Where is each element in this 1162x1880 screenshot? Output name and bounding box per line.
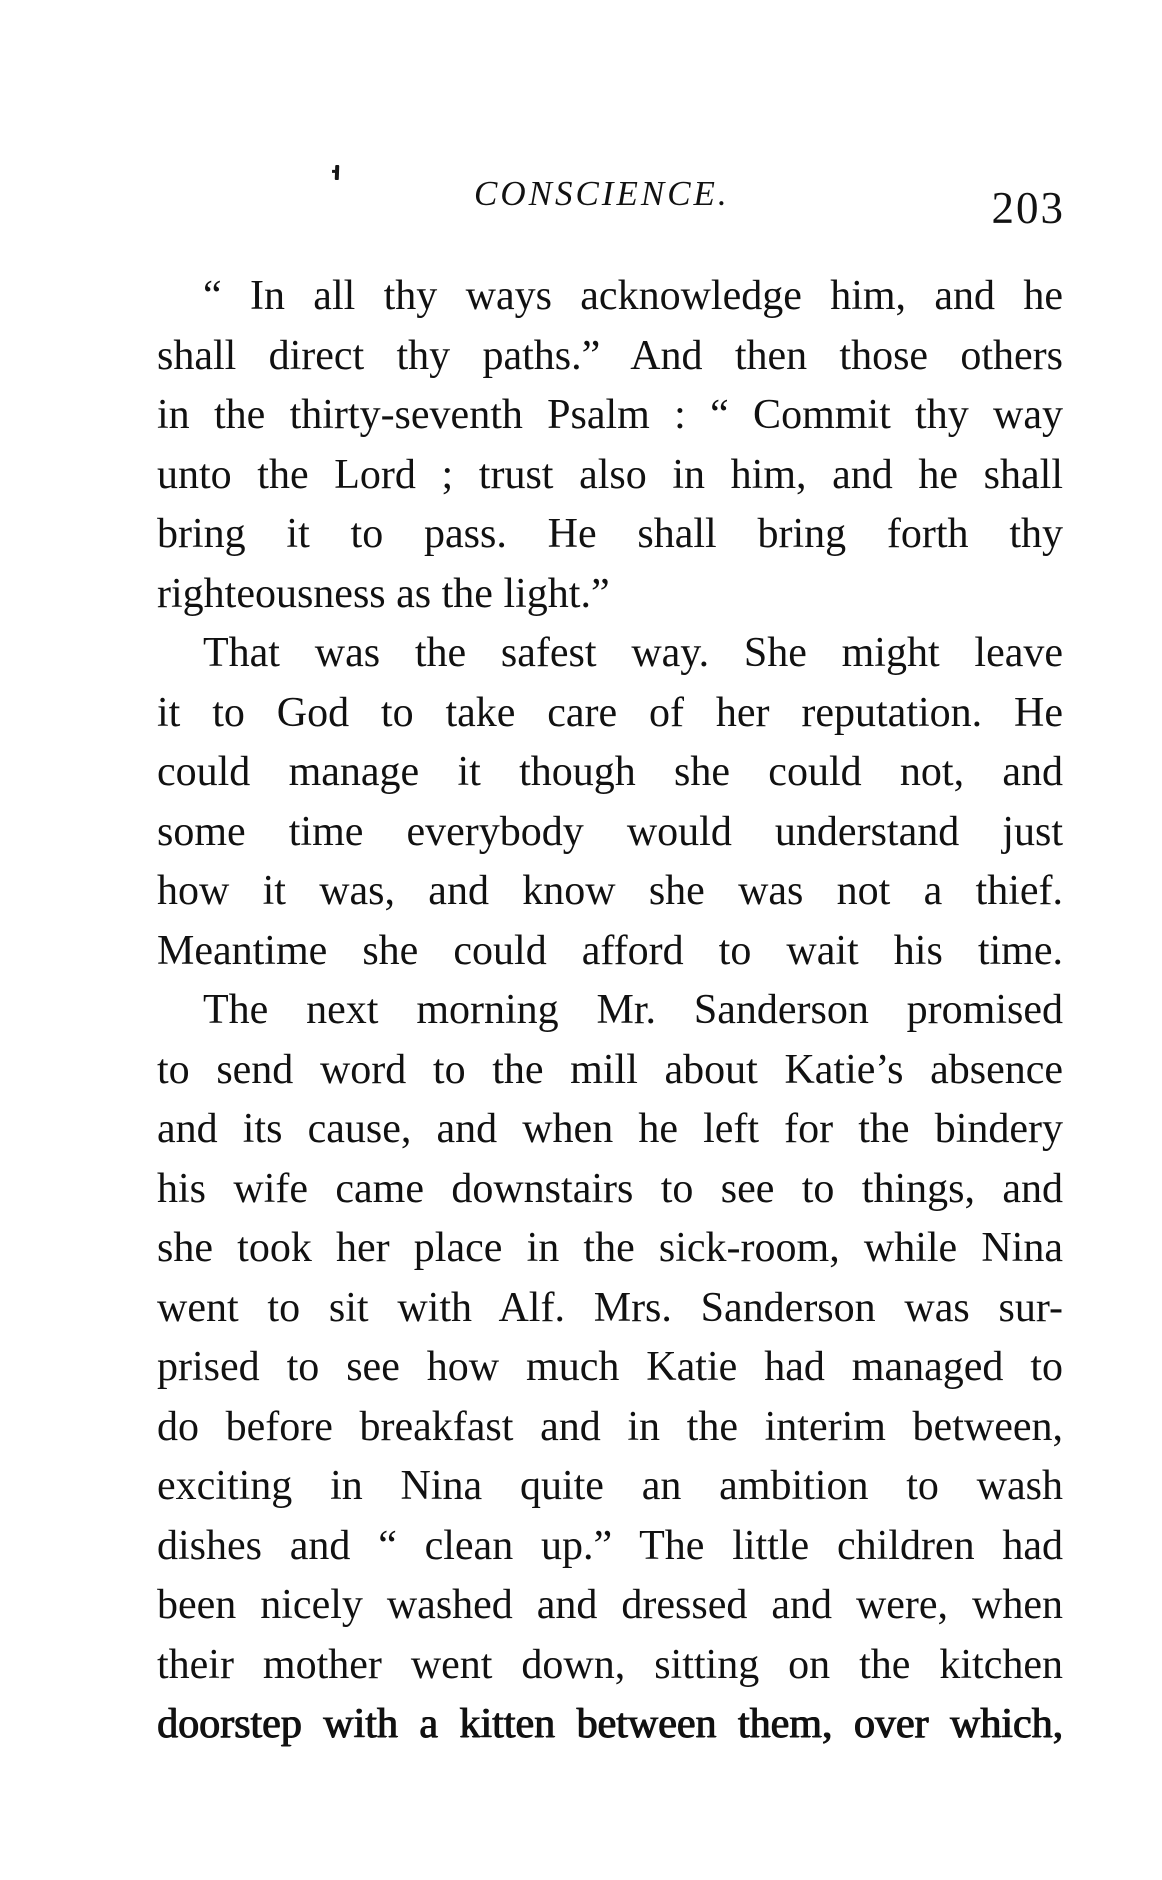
- text-line: do before breakfast and in the interim between,: [157, 1403, 1063, 1450]
- text-line: The next morning Mr. Sanderson promised: [203, 987, 1063, 1033]
- text-line: shall direct thy paths.” And then those others: [157, 332, 1063, 379]
- running-header-title: CONSCIENCE.: [474, 174, 730, 213]
- ink-speck-mark: [335, 165, 340, 180]
- body-text: [157, 267, 1063, 1755]
- text-line: Meantime she could afford to wait his time.: [157, 927, 1063, 974]
- text-line: and its cause, and when he left for the bindery: [157, 1106, 1063, 1152]
- text-line: she took her place in the sick-room, while Nina: [157, 1225, 1063, 1271]
- text-line: unto the Lord ; trust also in him, and he shall: [157, 451, 1063, 498]
- text-line: their mother went down, sitting on the kitchen: [157, 1641, 1063, 1688]
- text-line: been nicely washed and dressed and were, when: [157, 1582, 1063, 1628]
- text-line: righteousness as the light.”: [157, 570, 610, 617]
- text-line: it to God to take care of her reputation. He: [157, 689, 1063, 736]
- text-line: That was the safest way. She might leave: [203, 630, 1063, 676]
- text-line: his wife came downstairs to see to things, and: [157, 1165, 1063, 1212]
- text-line: bring it to pass. He shall bring forth thy: [157, 511, 1063, 557]
- text-line: prised to see how much Katie had managed to: [157, 1344, 1063, 1390]
- text-line: dishes and “ clean up.” The little children had: [157, 1522, 1063, 1569]
- text-line: to send word to the mill about Katie’s absence: [157, 1046, 1063, 1093]
- text-line: how it was, and know she was not a thief.: [157, 868, 1063, 914]
- text-line: went to sit with Alf. Mrs. Sanderson was sur-: [157, 1284, 1063, 1331]
- text-line: exciting in Nina quite an ambition to wash: [157, 1463, 1063, 1509]
- text-line: some time everybody would understand just: [157, 808, 1063, 855]
- page-number: 203: [991, 183, 1065, 233]
- text-line: could manage it though she could not, and: [157, 749, 1063, 795]
- text-line: “ In all thy ways acknowledge him, and he: [203, 273, 1063, 319]
- text-line: doorstep with a kitten between them, over which,: [157, 1701, 1063, 1747]
- text-line: in the thirty-seventh Psalm : “ Commit thy way: [157, 392, 1063, 438]
